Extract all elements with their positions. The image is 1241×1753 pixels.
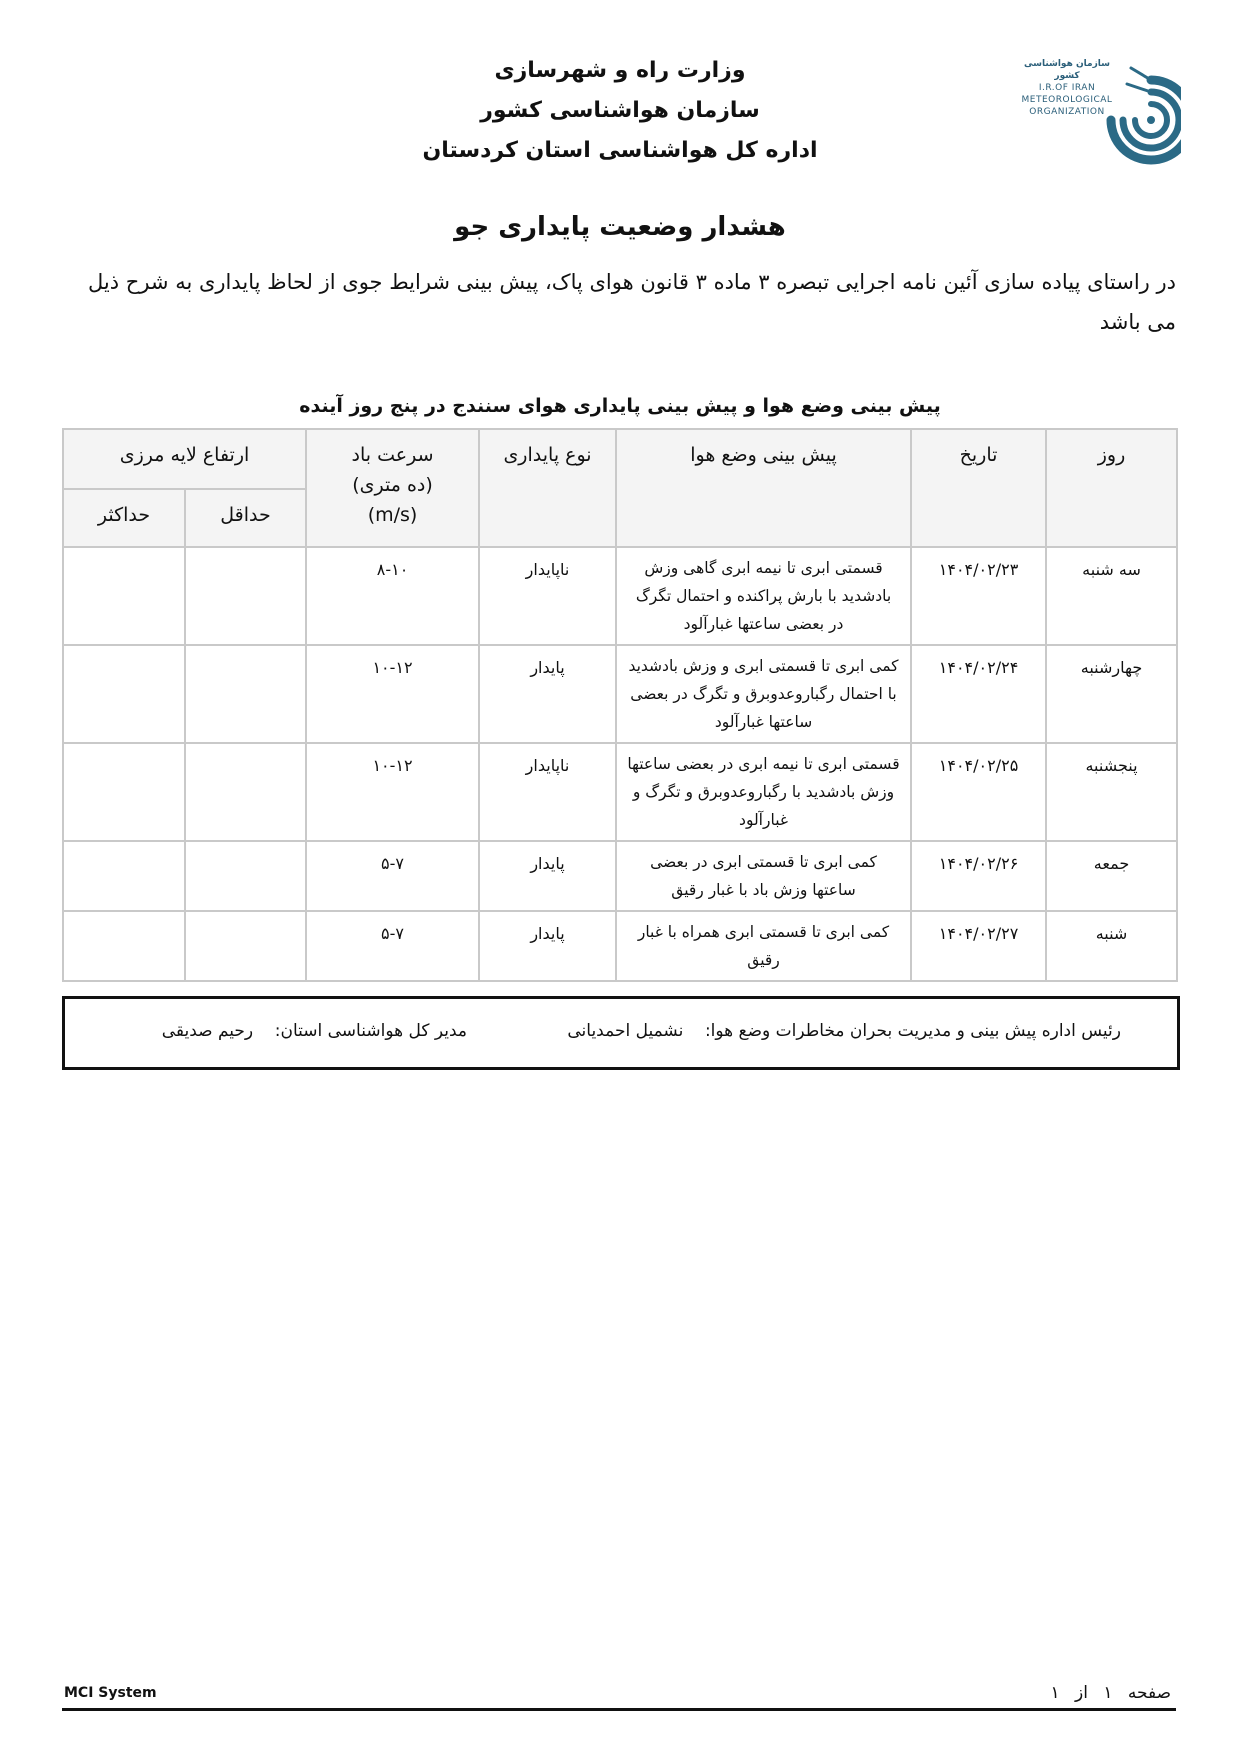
- header-wind-speed: [306, 429, 479, 547]
- header-boundary-layer: ارتفاع لایه مرزی: [63, 429, 306, 489]
- signature-box: [62, 996, 1180, 1070]
- table-row: [63, 911, 1177, 981]
- signature-head-name: نشمیل احمدیانی: [567, 1021, 684, 1041]
- cell-stability: ناپایدار: [479, 743, 616, 841]
- cell-min: [185, 911, 306, 981]
- cell-forecast: قسمتی ابری تا نیمه ابری در بعضی ساعتها وزش بادشدید با رگباروعدوبرق و تگرگ و غبارآلود: [616, 743, 911, 841]
- cell-stability: پایدار: [479, 645, 616, 743]
- cell-wind: ۸-۱۰: [306, 547, 479, 645]
- cell-day: جمعه: [1046, 841, 1177, 911]
- department-name: اداره کل هواشناسی استان کردستان: [422, 138, 818, 163]
- cell-day: شنبه: [1046, 911, 1177, 981]
- cell-wind: ۵-۷: [306, 841, 479, 911]
- ministry-name: وزارت راه و شهرسازی: [494, 58, 746, 83]
- cell-date: ۱۴۰۴/۰۲/۲۳: [911, 547, 1046, 645]
- cell-date: ۱۴۰۴/۰۲/۲۷: [911, 911, 1046, 981]
- logo-org-fa: سازمان هواشناسی کشور: [1023, 59, 1110, 81]
- forecast-table: [62, 428, 1178, 982]
- cell-date: ۱۴۰۴/۰۲/۲۵: [911, 743, 1046, 841]
- cell-min: [185, 547, 306, 645]
- cell-max: [63, 911, 185, 981]
- signature-director: [162, 1021, 467, 1041]
- header-stability: نوع پایداری: [479, 429, 616, 547]
- header-wind-line1: سرعت باد: [351, 444, 434, 466]
- header-date: تاریخ: [911, 429, 1046, 547]
- cell-day: سه شنبه: [1046, 547, 1177, 645]
- cell-min: [185, 841, 306, 911]
- cell-wind: ۱۰-۱۲: [306, 645, 479, 743]
- footer-of-word: از: [1074, 1683, 1088, 1703]
- document-title: هشدار وضعیت پایداری جو: [454, 212, 786, 242]
- cell-max: [63, 645, 185, 743]
- header-wind-line2: (ده متری): [352, 474, 433, 496]
- cell-wind: ۱۰-۱۲: [306, 743, 479, 841]
- logo-org-en-2: METEOROLOGICAL: [1021, 95, 1113, 105]
- cell-forecast: قسمتی ابری تا نیمه ابری گاهی وزش بادشدید با بارش پراکنده و احتمال تگرگ در بعضی ساعتها غبارآلود: [616, 547, 911, 645]
- footer-divider: [62, 1708, 1176, 1711]
- cell-forecast: کمی ابری تا قسمتی ابری و وزش بادشدید با احتمال رگباروعدوبرق و تگرگ در بعضی ساعتها غبارآلود: [616, 645, 911, 743]
- cell-forecast: کمی ابری تا قسمتی ابری همراه با غبار رقیق: [616, 911, 911, 981]
- cell-date: ۱۴۰۴/۰۲/۲۶: [911, 841, 1046, 911]
- footer-page-word: صفحه: [1127, 1683, 1171, 1703]
- footer-page-current: ۱: [1103, 1683, 1113, 1703]
- table-row: [63, 743, 1177, 841]
- table-row: [63, 547, 1177, 645]
- table-row: [63, 645, 1177, 743]
- logo-org-en-3: ORGANIZATION: [1029, 107, 1105, 117]
- cell-date: ۱۴۰۴/۰۲/۲۴: [911, 645, 1046, 743]
- table-header-row: [63, 429, 1177, 489]
- cell-min: [185, 645, 306, 743]
- signature-forecast-head: [567, 1021, 1121, 1041]
- cell-wind: ۵-۷: [306, 911, 479, 981]
- cell-max: [63, 743, 185, 841]
- cell-stability: پایدار: [479, 841, 616, 911]
- cell-max: [63, 547, 185, 645]
- cell-stability: ناپایدار: [479, 547, 616, 645]
- cell-max: [63, 841, 185, 911]
- cell-stability: پایدار: [479, 911, 616, 981]
- cell-day: چهارشنبه: [1046, 645, 1177, 743]
- intro-paragraph: در راستای پیاده سازی آئین نامه اجرایی تبصره ۳ ماده ۳ قانون هوای پاک، پیش بینی شرایط جوی از لحاظ پایداری به شرح ذیل می باشد: [88, 270, 1176, 334]
- organization-name: سازمان هواشناسی کشور: [480, 98, 760, 123]
- table-row: [63, 841, 1177, 911]
- table-title: پیش بینی وضع هوا و پیش بینی پایداری هوای سنندج در پنج روز آینده: [299, 395, 941, 417]
- header-max: حداکثر: [63, 489, 185, 547]
- signature-head-label: رئیس اداره پیش بینی و مدیریت بحران مخاطرات وضع هوا:: [704, 1021, 1121, 1041]
- logo-org-en-1: I.R.OF IRAN: [1038, 83, 1096, 93]
- footer-system-name: MCI System: [64, 1685, 157, 1701]
- signature-director-name: رحیم صدیقی: [161, 1021, 254, 1041]
- organization-logo: [1011, 50, 1181, 180]
- footer-page-total: ۱: [1050, 1683, 1060, 1703]
- spiral-logo-icon: [1091, 60, 1181, 180]
- signature-director-label: مدیر کل هواشناسی استان:: [274, 1021, 467, 1041]
- cell-min: [185, 743, 306, 841]
- header-wind-line3: (m/s): [367, 504, 418, 526]
- header-forecast: پیش بینی وضع هوا: [616, 429, 911, 547]
- footer-page-number: [1050, 1683, 1171, 1703]
- header-min: حداقل: [185, 489, 306, 547]
- cell-day: پنجشنبه: [1046, 743, 1177, 841]
- header-day: روز: [1046, 429, 1177, 547]
- cell-forecast: کمی ابری تا قسمتی ابری در بعضی ساعتها وزش باد با غبار رقیق: [616, 841, 911, 911]
